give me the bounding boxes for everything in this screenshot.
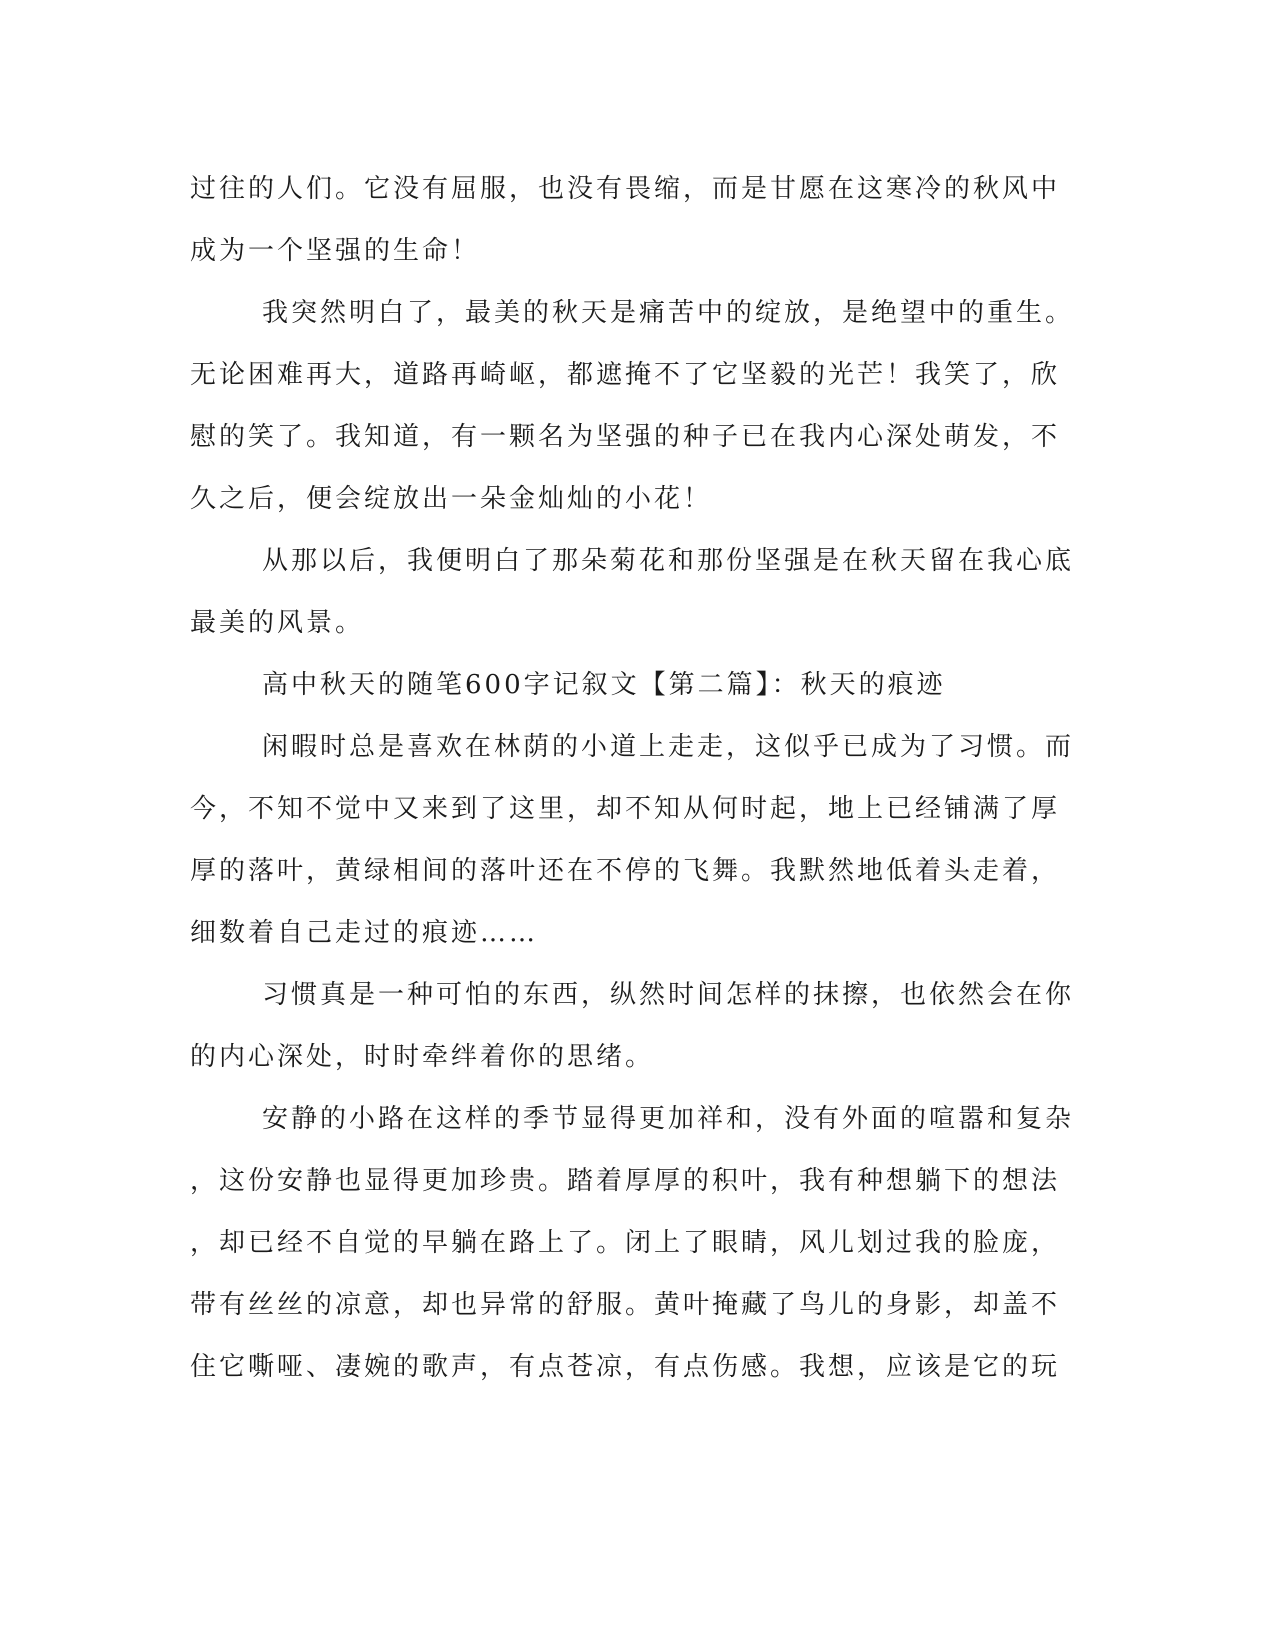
text-line: 无论困难再大，道路再崎岖，都遮掩不了它坚毅的光芒！我笑了，欣	[190, 360, 1061, 390]
text-line: 习惯真是一种可怕的东西，纵然时间怎样的抹擦，也依然会在你	[262, 980, 1075, 1010]
paragraph-3	[190, 530, 1075, 654]
paragraph-6	[190, 1088, 1075, 1398]
section-heading	[190, 654, 1070, 716]
text-line: 厚的落叶，黄绿相间的落叶还在不停的飞舞。我默然地低着头走着，	[190, 856, 1061, 886]
text-line: 住它嘶哑、凄婉的歌声，有点苍凉，有点伤感。我想，应该是它的玩	[190, 1352, 1061, 1382]
paragraph-4	[190, 716, 1075, 964]
text-line: 带有丝丝的凉意，却也异常的舒服。黄叶掩藏了鸟儿的身影，却盖不	[190, 1290, 1061, 1320]
text-line: ，这份安静也显得更加珍贵。踏着厚厚的积叶，我有种想躺下的想法	[190, 1166, 1061, 1196]
text-line: 我突然明白了，最美的秋天是痛苦中的绽放，是绝望中的重生。	[262, 298, 1075, 328]
paragraph-2	[190, 282, 1075, 530]
text-line: 慰的笑了。我知道，有一颗名为坚强的种子已在我内心深处萌发，不	[190, 422, 1061, 452]
text-line: 闲暇时总是喜欢在林荫的小道上走走，这似乎已成为了习惯。而	[262, 732, 1075, 762]
text-line: 最美的风景。	[190, 608, 365, 638]
text-line: 从那以后，我便明白了那朵菊花和那份坚强是在秋天留在我心底	[262, 546, 1075, 576]
text-line: ，却已经不自觉的早躺在路上了。闭上了眼睛，风儿划过我的脸庞，	[190, 1228, 1061, 1258]
document-body	[190, 158, 1075, 1398]
heading-text: 高中秋天的随笔600字记叙文【第二篇】：秋天的痕迹	[262, 670, 946, 700]
text-line: 的内心深处，时时牵绊着你的思绪。	[190, 1042, 655, 1072]
paragraph-1	[190, 158, 1070, 282]
paragraph-5	[190, 964, 1075, 1088]
text-line: 细数着自己走过的痕迹……	[190, 918, 539, 948]
text-line: 今，不知不觉中又来到了这里，却不知从何时起，地上已经铺满了厚	[190, 794, 1061, 824]
text-line: 安静的小路在这样的季节显得更加祥和，没有外面的喧嚣和复杂	[262, 1104, 1075, 1134]
text-line: 成为一个坚强的生命！	[190, 236, 481, 266]
text-line: 久之后，便会绽放出一朵金灿灿的小花！	[190, 484, 713, 514]
text-line: 过往的人们。它没有屈服，也没有畏缩，而是甘愿在这寒冷的秋风中	[190, 174, 1061, 204]
